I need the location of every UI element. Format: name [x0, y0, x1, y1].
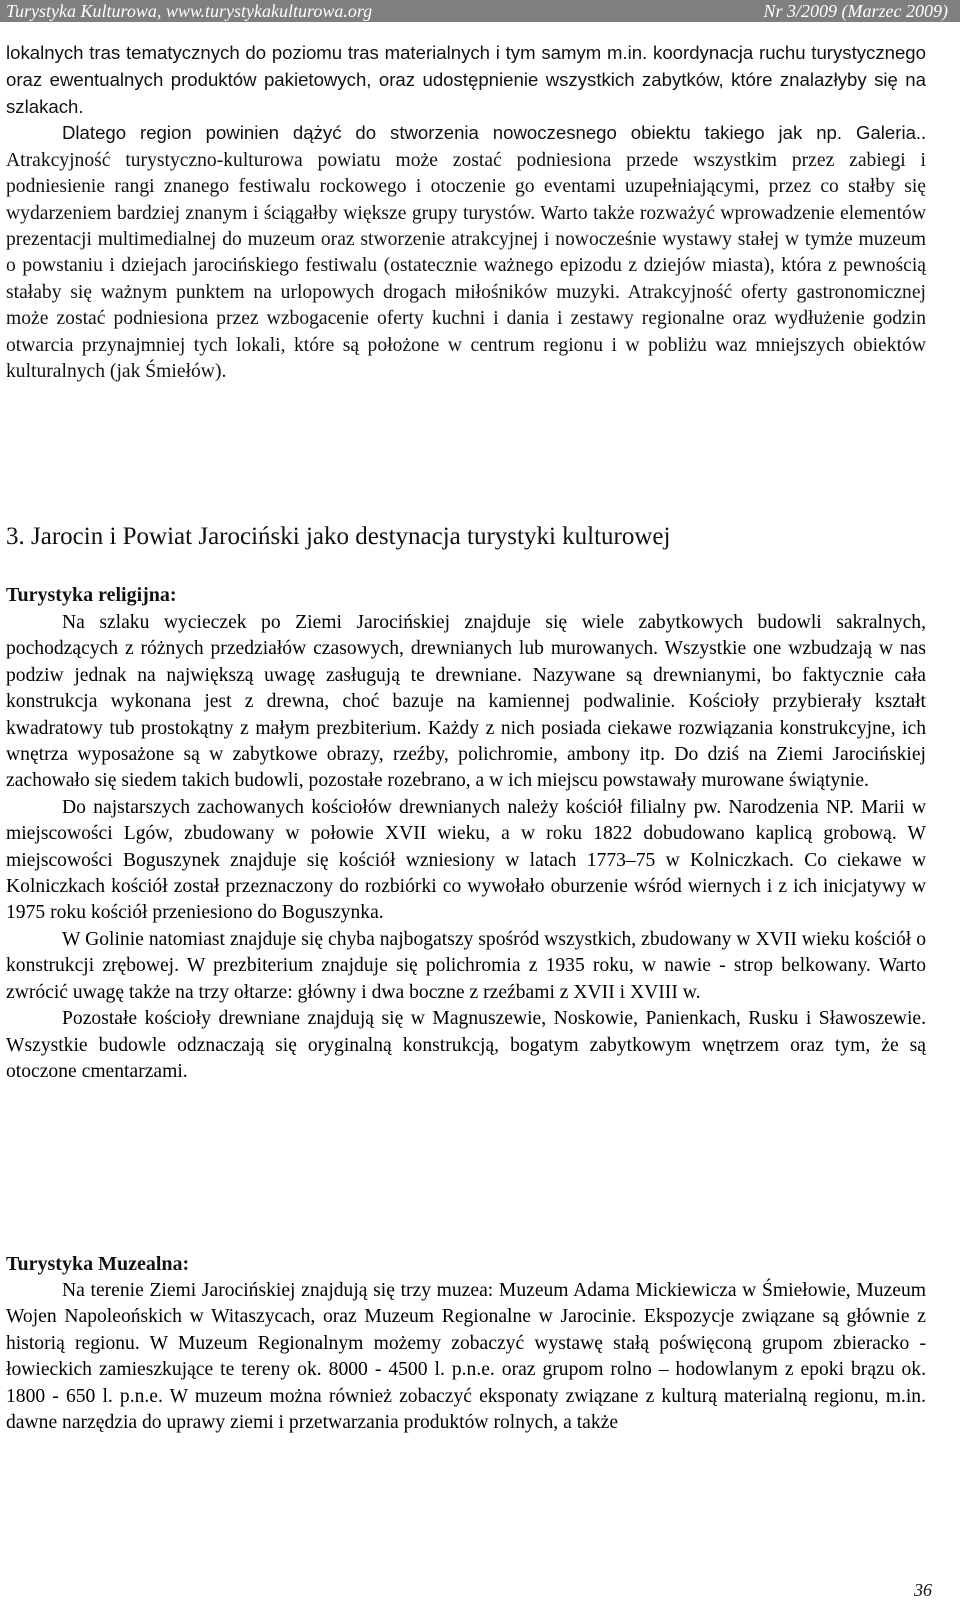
religious-tourism-body: [6, 610, 926, 1085]
religious-tourism-heading: Turystyka religijna:: [6, 584, 177, 606]
religious-paragraph: W Golinie natomiast znajduje się chyba najbogatszy spośród wszystkich, zbudowany w XVII wieku kościół o konstrukcji zrębowej. W prezbiterium znajduje się polichromia z 1935 roku, w nawie - strop belkowany. Warto zwrócić uwagę także na trzy ołtarze: główny i dwa boczne z rzeźbami z XVII i XVIII w.: [6, 928, 926, 1003]
intro-text: [6, 40, 926, 385]
section-title: 3. Jarocin i Powiat Jarociński jako destynacja turystyki kulturowej: [6, 523, 671, 550]
museum-tourism-body: [6, 1278, 926, 1436]
intro-paragraph-1: lokalnych tras tematycznych do poziomu tras materialnych i tym samym m.in. koordynacja ruchu turystycznego oraz ewentualnych produktów pakietowych, oraz udostępnienie wszystkich zabytków, które znalazłyby się na szlakach.: [6, 42, 926, 117]
intro-paragraph-2-body: . Atrakcyjność turystyczno-kulturowa powiatu może zostać podniesiona przede wszystkim przez zabiegi i podniesienie rangi znanego festiwalu rockowego i otoczenie go eventami uzupełniającymi, przez co stałby się wydarzeniem bardziej znanym i ściągałby większe grupy turystów. Warto także rozważyć wprowadzenie elementów prezentacji multimedialnej do muzeum oraz stworzenie atrakcyjnej i nowocześnie wystawy stałej w tymże muzeum o powstaniu i dziejach jarocińskiego festiwalu (ostatecznie ważnego epizodu z dziejów miasta), która z pewnością stałaby się ważnym punktem na urlopowych drogach miłośników muzyki. Atrakcyjność oferty gastronomicznej może zostać podniesiona przez wzbogacenie oferty kuchni i dania i zestawy regionalne oraz wydłużenie godzin otwarcia przynajmniej tych lokali, które są położone w centrum regionu i w pobliżu waz mniejszych obiektów kulturalnych (jak Śmiełów).: [6, 123, 926, 383]
museum-paragraph: Na terenie Ziemi Jarocińskiej znajdują się trzy muzea: Muzeum Adama Mickiewicza w Śmiełowie, Muzeum Wojen Napoleońskich w Witaszycach, oraz Muzeum Regionalne w Jarocinie. Ekspozycje związane są głównie z historią regionu. W Muzeum Regionalnym możemy zobaczyć wystawę stałą poświęconą grupom zbieracko - łowieckich zamieszkujące te tereny ok. 8000 - 4500 l. p.n.e. oraz grupom rolno – hodowlanym z epoki brązu ok. 1800 - 650 l. p.n.e. W muzeum można również zobaczyć eksponaty związane z kulturą materialną regionu, m.in. dawne narzędzia do uprawy ziemi i przetwarzania produktów rolnych, a także: [6, 1280, 926, 1434]
religious-paragraph: Na szlaku wycieczek po Ziemi Jarocińskiej znajduje się wiele zabytkowych budowli sakralnych, pochodzących z różnych przedziałów czasowych, drewnianych lub murowanych. Wszystkie one wzbudzają w nas podziw jednak na największą uwagę zasługują te drewniane. Nazywane są drewnianymi, bo faktycznie cała konstrukcja wykonana jest z drewna, choć bazuje na kamiennej podwalinie. Kościoły przybierały kształt kwadratowy tub prostokątny z małym prezbiterium. Każdy z nich posiada ciekawe rozwiązania konstrukcyjne, ich wnętrza wyposażone są w zabytkowe obrazy, rzeźby, polichromie, ambony itp. Do dziś na Ziemi Jarocińskiej zachowało się siedem takich budowli, pozostałe rozebrano, a w ich miejscu powstawały murowane świątynie.: [6, 612, 926, 792]
religious-paragraph: Do najstarszych zachowanych kościołów drewnianych należy kościół filialny pw. Narodzenia NP. Marii w miejscowości Lgów, zbudowany w połowie XVII wieku, a w roku 1822 dobudowano kaplicą grobową. W miejscowości Boguszynek znajduje się kościół wzniesiony w latach 1773–75 w Kolniczkach. Co ciekawe w Kolniczkach kościół został przeznaczony do rozbiórki co wywołało oburzenie wśród wiernych i z ich inicjatywy w 1975 roku kościół przeniesiono do Boguszynka.: [6, 796, 926, 924]
intro-paragraph-2-lead: Dlatego region powinien dążyć do stworzenia nowoczesnego obiektu takiego jak np. Galeria.: [62, 122, 922, 144]
religious-paragraph: Pozostałe kościoły drewniane znajdują się w Magnuszewie, Noskowie, Panienkach, Rusku i Sławoszewie. Wszystkie budowle odznaczają się oryginalną konstrukcją, bogatym zabytkowym wnętrzem oraz tym, że są otoczone cmentarzami.: [6, 1008, 926, 1082]
intro-paragraph-2: [6, 120, 926, 385]
page-number: 36: [914, 1580, 932, 1600]
museum-tourism-heading: Turystyka Muzealna:: [6, 1253, 190, 1275]
header-issue-number: Nr 3/2009 (Marzec 2009): [763, 1, 948, 21]
page-header: [0, 0, 960, 22]
header-journal-title: Turystyka Kulturowa, www.turystykakulturowa.org: [6, 1, 373, 21]
